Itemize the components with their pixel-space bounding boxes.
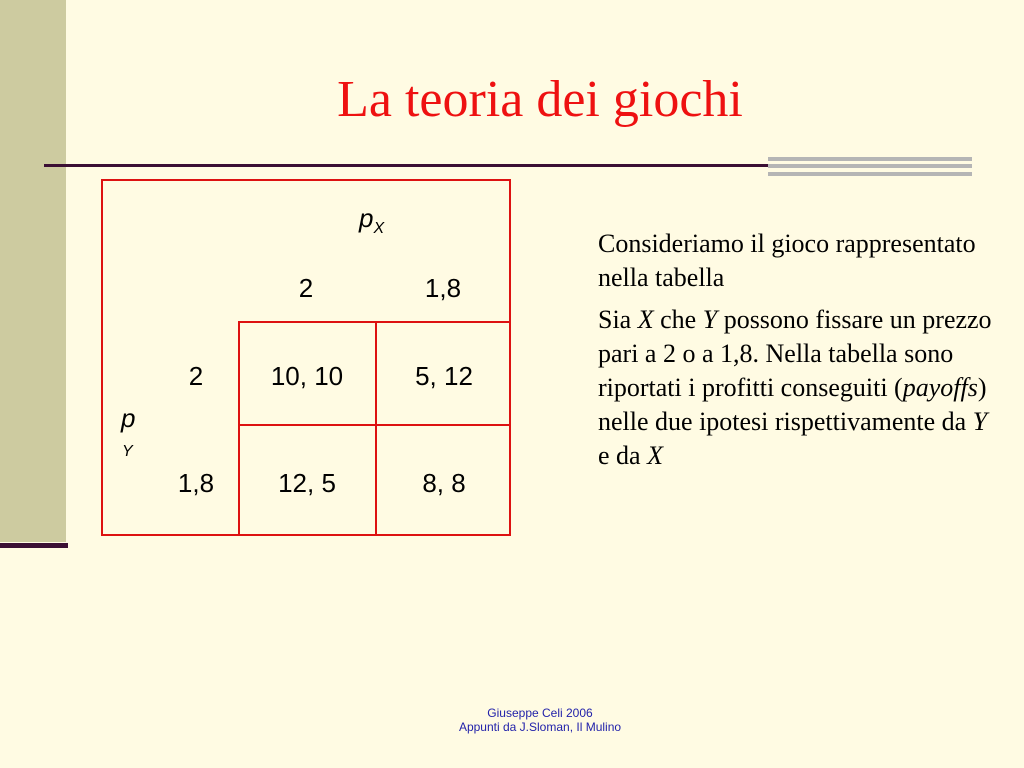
grid-line: [238, 424, 511, 426]
row-header: 1,8: [177, 468, 215, 498]
grid-line: [238, 321, 511, 323]
column-variable-subscript: X: [373, 220, 385, 237]
grid-line: [238, 321, 240, 536]
slide-footer: [380, 706, 700, 734]
title-rule: [44, 164, 771, 167]
row-variable-subscript: Y: [122, 443, 133, 460]
paragraph-intro: Consideriamo il gioco rappresentato nella tabella: [598, 229, 976, 292]
payoff-cell: 8, 8: [422, 468, 466, 498]
slide-body: [598, 227, 998, 481]
row-header: 2: [188, 361, 204, 391]
grid-line: [375, 321, 377, 536]
column-header: 2: [298, 273, 314, 303]
payoff-cell: 12, 5: [278, 468, 336, 498]
footer-author: Giuseppe Celi 2006: [487, 706, 593, 720]
title-accent-bar: [768, 164, 972, 168]
slide-title: La teoria dei giochi: [337, 71, 743, 128]
payoff-table: [101, 179, 511, 536]
footer-source: Appunti da J.Sloman, Il Mulino: [458, 720, 622, 734]
column-variable: $p_X$: [359, 203, 385, 237]
sidebar-rule: [0, 543, 68, 548]
title-accent-bar: [768, 172, 972, 176]
title-accent-bar: [768, 157, 972, 161]
paragraph-description: Sia X che Y possono fissare un prezzo pari a 2 o a 1,8. Nella tabella sono riportati i profitti conseguiti (payoffs) nelle due ipotesi rispettivamente da Y e da X: [598, 305, 992, 470]
payoff-cell: 10, 10: [270, 361, 344, 391]
sidebar-band: [0, 0, 66, 542]
payoff-cell: 5, 12: [415, 361, 473, 391]
column-header: 1,8: [424, 273, 462, 303]
row-variable: p: [121, 403, 136, 433]
